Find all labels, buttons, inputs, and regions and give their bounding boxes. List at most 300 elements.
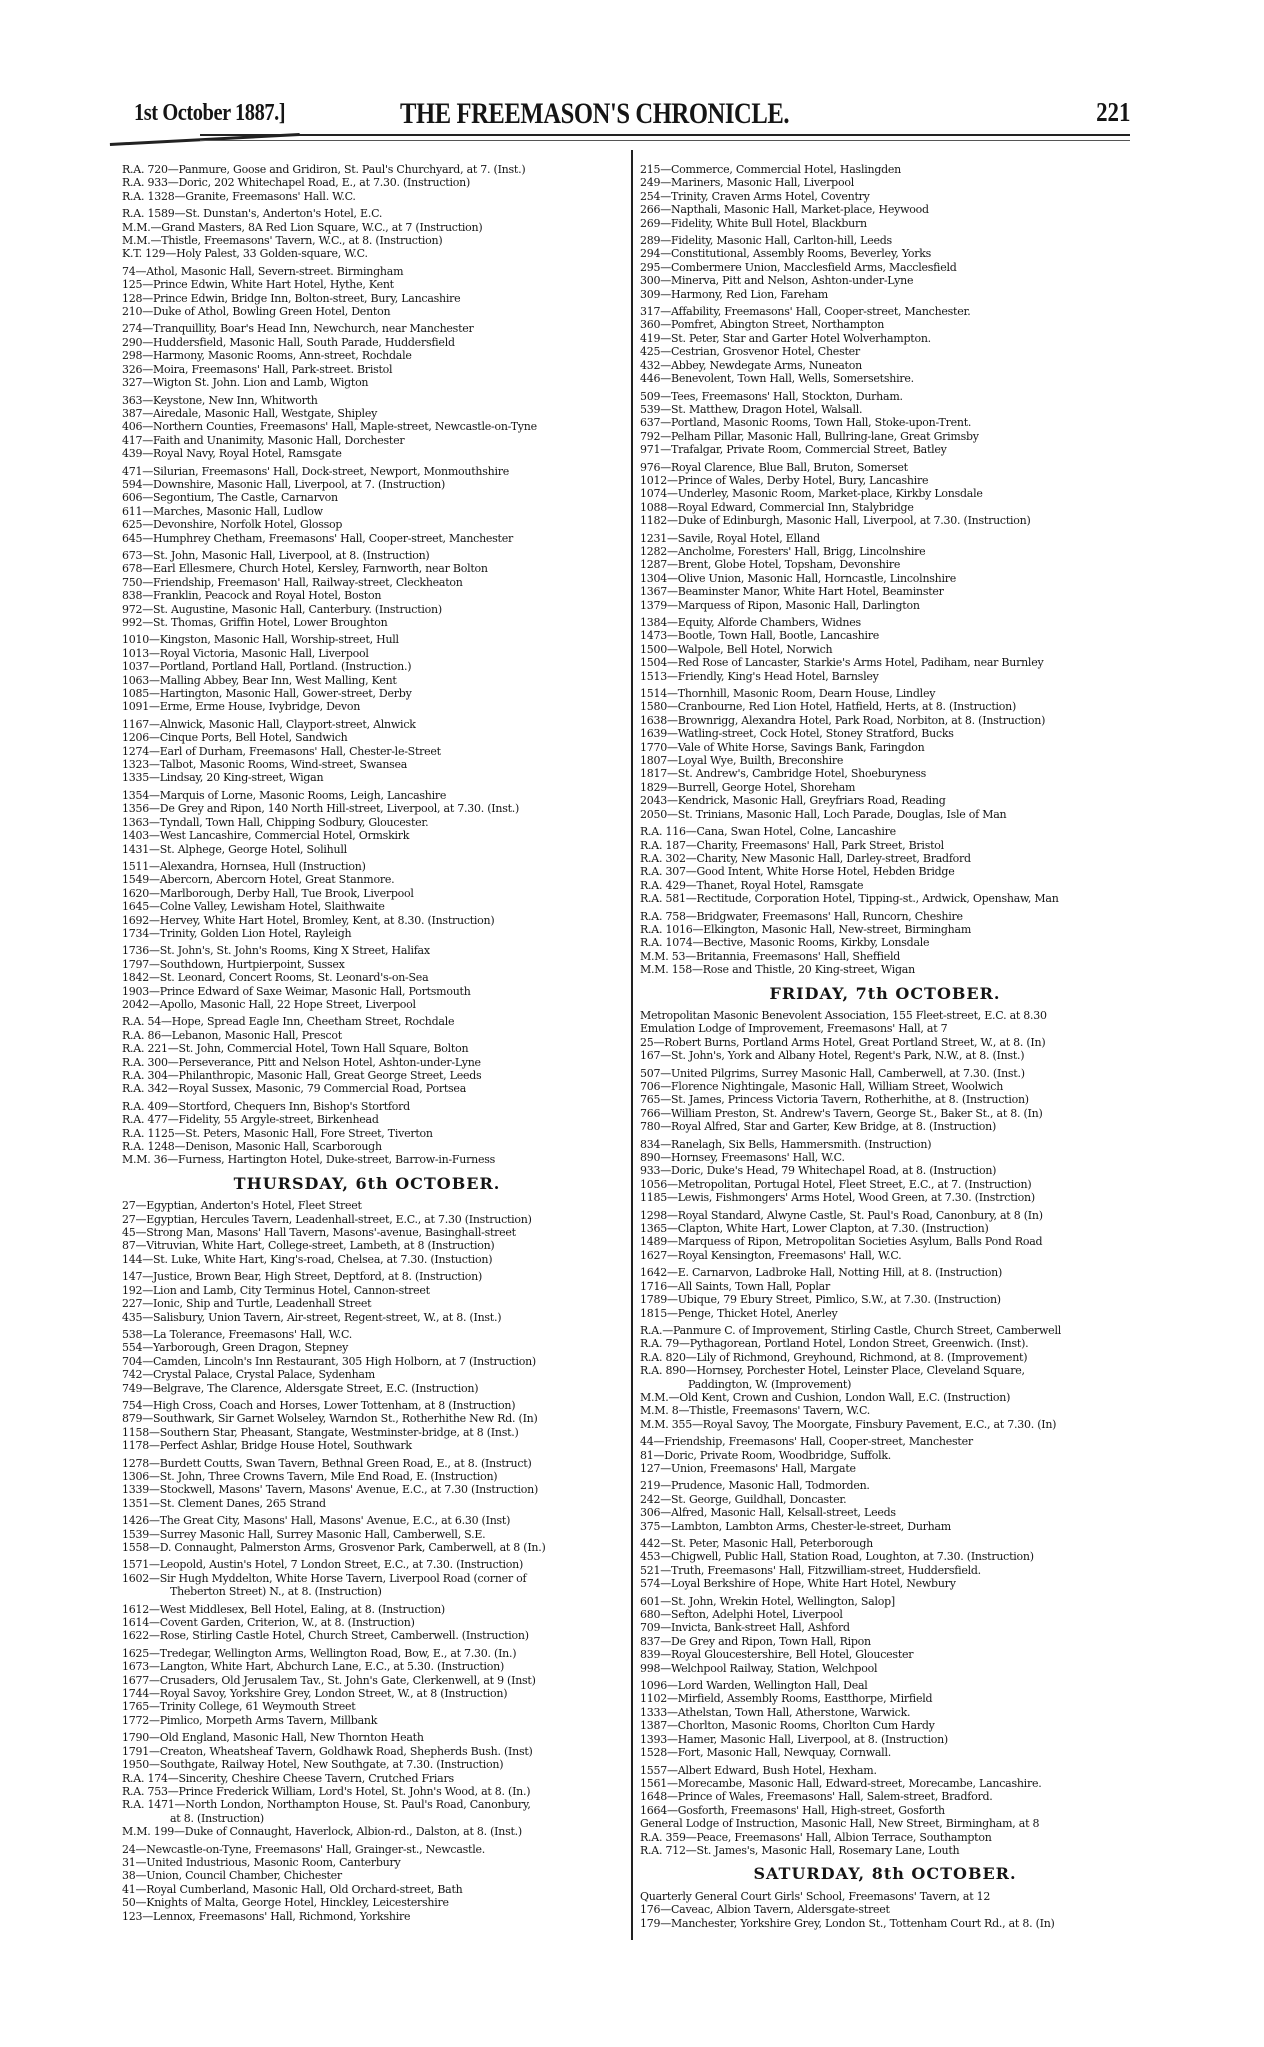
lodge-entry: 1063—Malling Abbey, Bear Inn, West Malling, Kent bbox=[122, 673, 397, 687]
lodge-entry: 1335—Lindsay, 20 King-street, Wigan bbox=[122, 771, 324, 785]
lodge-group bbox=[640, 1009, 1130, 1063]
lodge-entry: 1387—Chorlton, Masonic Rooms, Chorlton Cum Hardy bbox=[640, 1719, 935, 1733]
lodge-entry: 1339—Stockwell, Masons' Tavern, Masons' Avenue, E.C., at 7.30 (Instruction) bbox=[122, 1483, 539, 1497]
lodge-entry: 2042—Apollo, Masonic Hall, 22 Hope Street, Liverpool bbox=[122, 997, 416, 1011]
lodge-entry: Emulation Lodge of Improvement, Freemasons' Hall, at 7 bbox=[640, 1022, 948, 1036]
lodge-entry: M.M. 53—Britannia, Freemasons' Hall, Sheffield bbox=[640, 949, 901, 963]
lodge-entry: 1304—Olive Union, Masonic Hall, Horncastle, Lincolnshire bbox=[640, 571, 957, 585]
lodge-group bbox=[122, 1015, 612, 1095]
lodge-entry: 1363—Tyndall, Town Hall, Chipping Sodbury, Gloucester. bbox=[122, 815, 429, 829]
lodge-group bbox=[122, 1100, 612, 1167]
lodge-entry: 1549—Abercorn, Abercorn Hotel, Great Stanmore. bbox=[122, 873, 395, 887]
lodge-entry: 127—Union, Freemasons' Hall, Margate bbox=[640, 1461, 856, 1475]
header-rule-thin bbox=[200, 140, 1130, 141]
lodge-entry: 1677—Crusaders, Old Jerusalem Tav., St. John's Gate, Clerkenwell, at 9 (Inst) bbox=[122, 1673, 536, 1687]
lodge-group bbox=[640, 825, 1130, 905]
lodge-entry: 363—Keystone, New Inn, Whitworth bbox=[122, 393, 318, 407]
lodge-entry: 998—Welchpool Railway, Station, Welchpool bbox=[640, 1661, 878, 1675]
lodge-entry: 309—Harmony, Red Lion, Fareham bbox=[640, 287, 828, 301]
lodge-entry: 27—Egyptian, Hercules Tavern, Leadenhall-street, E.C., at 7.30 (Instruction) bbox=[122, 1212, 532, 1226]
lodge-entry: 678—Earl Ellesmere, Church Hotel, Kersley, Farnworth, near Bolton bbox=[122, 562, 488, 576]
lodge-entry: 1625—Tredegar, Wellington Arms, Wellington Road, Bow, E., at 7.30. (In.) bbox=[122, 1646, 517, 1660]
lodge-entry: R.A. 720—Panmure, Goose and Gridiron, St. Paul's Churchyard, at 7. (Inst.) bbox=[122, 163, 526, 176]
lodge-entry: 1511—Alexandra, Hornsea, Hull (Instruction) bbox=[122, 859, 366, 873]
lodge-entry: R.A. 342—Royal Sussex, Masonic, 79 Commercial Road, Portsea bbox=[122, 1082, 466, 1096]
lodge-entry: 1539—Surrey Masonic Hall, Surrey Masonic Hall, Camberwell, S.E. bbox=[122, 1527, 486, 1541]
lodge-entry: 834—Ranelagh, Six Bells, Hammersmith. (Instruction) bbox=[640, 1137, 932, 1151]
lodge-entry: 976—Royal Clarence, Blue Ball, Bruton, Somerset bbox=[640, 460, 908, 474]
lodge-entry: 1365—Clapton, White Hart, Lower Clapton, at 7.30. (Instruction) bbox=[640, 1222, 989, 1236]
lodge-entry: 611—Marches, Masonic Hall, Ludlow bbox=[122, 504, 323, 518]
lodge-entry: 123—Lennox, Freemasons' Hall, Richmond, Yorkshire bbox=[122, 1909, 411, 1923]
lodge-entry: 1648—Prince of Wales, Freemasons' Hall, Salem-street, Bradford. bbox=[640, 1790, 993, 1804]
lodge-group bbox=[122, 1514, 612, 1554]
lodge-entry: 1306—St. John, Three Crowns Tavern, Mile End Road, E. (Instruction) bbox=[122, 1469, 498, 1483]
lodge-entry: 1489—Marquess of Ripon, Metropolitan Societies Asylum, Balls Pond Road bbox=[640, 1235, 1043, 1249]
lodge-entry: 1426—The Great City, Masons' Hall, Masons' Avenue, E.C., at 6.30 (Inst) bbox=[122, 1514, 511, 1528]
lodge-entry: 417—Faith and Unanimity, Masonic Hall, Dorchester bbox=[122, 433, 405, 447]
lodge-group bbox=[122, 789, 612, 856]
lodge-group bbox=[122, 265, 612, 319]
lodge-entry: 439—Royal Navy, Royal Hotel, Ramsgate bbox=[122, 447, 342, 461]
lodge-entry: R.A. 429—Thanet, Royal Hotel, Ramsgate bbox=[640, 878, 864, 892]
lodge-entry: 27—Egyptian, Anderton's Hotel, Fleet Street bbox=[122, 1199, 362, 1213]
lodge-entry: 1673—Langton, White Hart, Abchurch Lane, E.C., at 5.30. (Instruction) bbox=[122, 1660, 505, 1674]
lodge-entry: R.A. 116—Cana, Swan Hotel, Colne, Lancashire bbox=[640, 825, 896, 839]
lodge-entry: 706—Florence Nightingale, Masonic Hall, William Street, Woolwich bbox=[640, 1080, 1004, 1093]
lodge-entry: 406—Northern Counties, Freemasons' Hall, Maple-street, Newcastle-on-Tyne bbox=[122, 420, 537, 434]
lodge-entry: R.A. 304—Philanthropic, Masonic Hall, Great George Street, Leeds bbox=[122, 1069, 482, 1082]
lodge-group bbox=[640, 532, 1130, 612]
lodge-entry: 1950—Southgate, Railway Hotel, New Southgate, at 7.30. (Instruction) bbox=[122, 1758, 504, 1772]
lodge-group bbox=[640, 461, 1130, 528]
lodge-entry: 289—Fidelity, Masonic Hall, Carlton-hill, Leeds bbox=[640, 234, 892, 248]
lodge-entry: 1620—Marlborough, Derby Hall, Tue Brook, Liverpool bbox=[122, 886, 414, 900]
lodge-group bbox=[640, 234, 1130, 301]
lodge-entry: 1807—Loyal Wye, Builth, Breconshire bbox=[640, 754, 844, 768]
lodge-group bbox=[122, 1399, 612, 1453]
lodge-entry: M.M.—Thistle, Freemasons' Tavern, W.C., at 8. (Instruction) bbox=[122, 234, 443, 248]
lodge-entry: 521—Truth, Freemasons' Hall, Fitzwilliam-street, Huddersfield. bbox=[640, 1563, 981, 1577]
lodge-entry: 1791—Creaton, Wheatsheaf Tavern, Goldhawk Road, Shepherds Bush. (Inst) bbox=[122, 1744, 533, 1758]
lodge-entry: 704—Camden, Lincoln's Inn Restaurant, 305 High Holborn, at 7 (Instruction) bbox=[122, 1354, 536, 1368]
lodge-group bbox=[640, 1324, 1130, 1431]
lodge-entry: 254—Trinity, Craven Arms Hotel, Coventry bbox=[640, 189, 870, 203]
lodge-entry: R.A. 890—Hornsey, Porchester Hotel, Leinster Place, Cleveland Square, bbox=[640, 1364, 1025, 1378]
lodge-entry: 1842—St. Leonard, Concert Rooms, St. Leonard's-on-Sea bbox=[122, 971, 429, 985]
lodge-entry: 680—Sefton, Adelphi Hotel, Liverpool bbox=[640, 1608, 843, 1622]
lodge-entry: 144—St. Luke, White Hart, King's-road, Chelsea, at 7.30. (Instuction) bbox=[122, 1252, 493, 1266]
lodge-entry: 1167—Alnwick, Masonic Hall, Clayport-street, Alnwick bbox=[122, 717, 416, 731]
lodge-entry: 269—Fidelity, White Bull Hotel, Blackburn bbox=[640, 216, 867, 230]
publication-title: THE FREEMASON'S CHRONICLE. bbox=[400, 97, 790, 130]
lodge-entry: 1231—Savile, Royal Hotel, Elland bbox=[640, 531, 820, 545]
lodge-group bbox=[122, 1647, 612, 1727]
lodge-entry: R.A. 1471—North London, Northampton House, St. Paul's Road, Canonbury, bbox=[122, 1798, 531, 1812]
lodge-entry: 167—St. John's, York and Albany Hotel, Regent's Park, N.W., at 8. (Inst.) bbox=[640, 1049, 1025, 1063]
lodge-group bbox=[122, 633, 612, 713]
lodge-entry: 432—Abbey, Newdegate Arms, Nuneaton bbox=[640, 358, 862, 372]
lodge-group bbox=[640, 1435, 1130, 1475]
lodge-entry: 387—Airedale, Masonic Hall, Westgate, Shipley bbox=[122, 406, 378, 420]
lodge-entry: 298—Harmony, Masonic Rooms, Ann-street, Rochdale bbox=[122, 349, 412, 363]
lodge-group bbox=[122, 549, 612, 629]
lodge-entry: M.M. 199—Duke of Connaught, Haverlock, Albion-rd., Dalston, at 8. (Inst.) bbox=[122, 1825, 522, 1839]
lodge-entry: 1074—Underley, Masonic Room, Market-place, Kirkby Lonsdale bbox=[640, 487, 983, 501]
lodge-entry: 471—Silurian, Freemasons' Hall, Dock-street, Newport, Monmouthshire bbox=[122, 464, 509, 478]
lodge-entry: 1010—Kingston, Masonic Hall, Worship-street, Hull bbox=[122, 633, 399, 647]
lodge-entry: 754—High Cross, Coach and Horses, Lower Tottenham, at 8 (Instruction) bbox=[122, 1398, 516, 1412]
lodge-entry: 645—Humphrey Chetham, Freemasons' Hall, Cooper-street, Manchester bbox=[122, 531, 513, 545]
lodge-entry: 1557—Albert Edward, Bush Hotel, Hexham. bbox=[640, 1763, 877, 1777]
lodge-entry: 1642—E. Carnarvon, Ladbroke Hall, Notting Hill, at 8. (Instruction) bbox=[640, 1266, 1003, 1280]
lodge-entry: 1500—Walpole, Bell Hotel, Norwich bbox=[640, 642, 833, 656]
lodge-entry: 1356—De Grey and Ripon, 140 North Hill-street, Liverpool, at 7.30. (Inst.) bbox=[122, 802, 520, 816]
lodge-group bbox=[640, 910, 1130, 977]
lodge-group bbox=[640, 1890, 1130, 1930]
lodge-entry: 750—Friendship, Freemason' Hall, Railway-street, Cleckheaton bbox=[122, 575, 463, 589]
lodge-entry: 879—Southwark, Sir Garnet Wolseley, Warndon St., Rotherhithe New Rd. (In) bbox=[122, 1412, 538, 1426]
lodge-entry: R.A. 187—Charity, Freemasons' Hall, Park Street, Bristol bbox=[640, 838, 944, 852]
lodge-entry: 1765—Trinity College, 61 Weymouth Street bbox=[122, 1700, 356, 1714]
lodge-entry: 24—Newcastle-on-Tyne, Freemasons' Hall, Grainger-st., Newcastle. bbox=[122, 1842, 485, 1856]
lodge-group bbox=[640, 1138, 1130, 1205]
lodge-entry: 1790—Old England, Masonic Hall, New Thornton Heath bbox=[122, 1731, 424, 1745]
lodge-entry: 38—Union, Council Chamber, Chichester bbox=[122, 1869, 342, 1883]
lodge-entry: 1797—Southdown, Hurtpierpoint, Sussex bbox=[122, 957, 345, 971]
lodge-entry: 1367—Beaminster Manor, White Hart Hotel, Beaminster bbox=[640, 585, 944, 599]
lodge-entry: 74—Athol, Masonic Hall, Severn-street. Birmingham bbox=[122, 264, 404, 278]
lodge-entry: 1528—Fort, Masonic Hall, Newquay, Cornwall. bbox=[640, 1746, 891, 1760]
lodge-entry: General Lodge of Instruction, Masonic Hall, New Street, Birmingham, at 8 bbox=[640, 1817, 1040, 1831]
lodge-entry: 780—Royal Alfred, Star and Garter, Kew Bridge, at 8. (Instruction) bbox=[640, 1120, 997, 1134]
lodge-entry: 442—St. Peter, Masonic Hall, Peterborough bbox=[640, 1537, 873, 1550]
lodge-entry: 210—Duke of Athol, Bowling Green Hotel, Denton bbox=[122, 305, 391, 319]
lodge-entry: 1056—Metropolitan, Portugal Hotel, Fleet Street, E.C., at 7. (Instruction) bbox=[640, 1177, 1032, 1191]
friday-listings bbox=[640, 1009, 1130, 1857]
day-heading-thursday: THURSDAY, 6th OCTOBER. bbox=[233, 1173, 501, 1193]
lodge-entry: 1037—Portland, Portland Hall, Portland. (Instruction.) bbox=[122, 660, 412, 674]
lodge-entry: 594—Downshire, Masonic Hall, Liverpool, at 7. (Instruction) bbox=[122, 477, 446, 491]
lodge-entry: 375—Lambton, Lambton Arms, Chester-le-street, Durham bbox=[640, 1519, 951, 1533]
lodge-entry: 1206—Cinque Ports, Bell Hotel, Sandwich bbox=[122, 731, 348, 745]
lodge-group bbox=[640, 687, 1130, 821]
lodge-entry: R.A.—Panmure C. of Improvement, Stirling Castle, Church Street, Camberwell bbox=[640, 1323, 1061, 1337]
lodge-entry: 1829—Burrell, George Hotel, Shoreham bbox=[640, 780, 856, 794]
header-rule bbox=[200, 134, 1130, 136]
lodge-entry: 1638—Brownrigg, Alexandra Hotel, Park Road, Norbiton, at 8. (Instruction) bbox=[640, 713, 1046, 727]
lodge-entry: R.A. 1328—Granite, Freemasons' Hall. W.C. bbox=[122, 189, 356, 203]
lodge-entry: R.A. 307—Good Intent, White Horse Hotel, Hebden Bridge bbox=[640, 865, 955, 879]
lodge-entry: 31—United Industrious, Masonic Room, Canterbury bbox=[122, 1855, 401, 1869]
lodge-entry: 1558—D. Connaught, Palmerston Arms, Grosvenor Park, Camberwell, at 8 (In.) bbox=[122, 1541, 546, 1554]
lodge-entry: 539—St. Matthew, Dragon Hotel, Walsall. bbox=[640, 402, 863, 416]
thursday-listings-continued bbox=[640, 163, 1130, 977]
lodge-entry: 1736—St. John's, St. John's Rooms, King X Street, Halifax bbox=[122, 944, 430, 958]
lodge-entry: 1504—Red Rose of Lancaster, Starkie's Arms Hotel, Padiham, near Burnley bbox=[640, 656, 1044, 670]
lodge-entry: 294—Constitutional, Assembly Rooms, Beverley, Yorks bbox=[640, 247, 932, 261]
lodge-entry: 1903—Prince Edward of Saxe Weimar, Masonic Hall, Portsmouth bbox=[122, 984, 471, 998]
lodge-entry: 625—Devonshire, Norfolk Hotel, Glossop bbox=[122, 518, 343, 532]
lodge-entry: 971—Trafalgar, Private Room, Commercial Street, Batley bbox=[640, 443, 947, 457]
lodge-entry: 709—Invicta, Bank-street Hall, Ashford bbox=[640, 1621, 850, 1635]
lodge-group bbox=[640, 1764, 1130, 1858]
lodge-entry: 765—St. James, Princess Victoria Tavern, Rotherhithe, at 8. (Instruction) bbox=[640, 1093, 1029, 1107]
column-divider bbox=[631, 150, 633, 1940]
lodge-entry: 1298—Royal Standard, Alwyne Castle, St. Paul's Road, Canonbury, at 8 (In) bbox=[640, 1208, 1043, 1222]
lodge-entry: 425—Cestrian, Grosvenor Hotel, Chester bbox=[640, 345, 860, 359]
lodge-group bbox=[122, 465, 612, 545]
lodge-entry: 81—Doric, Private Room, Woodbridge, Suffolk. bbox=[640, 1448, 892, 1462]
lodge-group bbox=[640, 1067, 1130, 1134]
lodge-entry: 1627—Royal Kensington, Freemasons' Hall, W.C. bbox=[640, 1248, 902, 1262]
lodge-group bbox=[640, 1479, 1130, 1533]
lodge-entry: M.M.—Old Kent, Crown and Cushion, London Wall, E.C. (Instruction) bbox=[640, 1390, 1011, 1404]
lodge-group bbox=[122, 718, 612, 785]
page-header bbox=[130, 92, 1130, 132]
lodge-group bbox=[640, 1679, 1130, 1759]
lodge-entry: 1473—Bootle, Town Hall, Bootle, Lancashire bbox=[640, 629, 879, 643]
lodge-entry: 1182—Duke of Edinburgh, Masonic Hall, Liverpool, at 7.30. (Instruction) bbox=[640, 514, 1031, 528]
lodge-entry: 2050—St. Trinians, Masonic Hall, Loch Parade, Douglas, Isle of Man bbox=[640, 807, 1007, 821]
lodge-entry: R.A. 359—Peace, Freemasons' Hall, Albion Terrace, Southampton bbox=[640, 1830, 992, 1844]
lodge-entry: 176—Caveac, Albion Tavern, Aldersgate-street bbox=[640, 1903, 890, 1917]
lodge-entry: Quarterly General Court Girls' School, Freemasons' Tavern, at 12 bbox=[640, 1889, 991, 1903]
page-number: 221 bbox=[1095, 97, 1130, 127]
lodge-entry: R.A. 753—Prince Frederick William, Lord's Hotel, St. John's Wood, at 8. (In.) bbox=[122, 1784, 531, 1798]
day-heading-friday: FRIDAY, 7th OCTOBER. bbox=[769, 983, 1001, 1003]
lodge-entry: 992—St. Thomas, Griffin Hotel, Lower Broughton bbox=[122, 616, 388, 629]
lodge-entry-continuation: at 8. (Instruction) bbox=[170, 1811, 264, 1825]
lodge-entry: 839—Royal Gloucestershire, Bell Hotel, Gloucester bbox=[640, 1648, 914, 1662]
lodge-entry: 219—Prudence, Masonic Hall, Todmorden. bbox=[640, 1479, 870, 1493]
lodge-group bbox=[640, 305, 1130, 385]
lodge-group bbox=[122, 1843, 612, 1923]
lodge-entry: K.T. 129—Holy Palest, 33 Golden-square, W.C. bbox=[122, 247, 368, 261]
lodge-entry: 1815—Penge, Thicket Hotel, Anerley bbox=[640, 1306, 838, 1320]
lodge-entry: 890—Hornsey, Freemasons' Hall, W.C. bbox=[640, 1151, 845, 1165]
thursday-listings bbox=[122, 1199, 612, 1923]
lodge-entry: 1185—Lewis, Fishmongers' Arms Hotel, Wood Green, at 7.30. (Instrction) bbox=[640, 1191, 1035, 1205]
lodge-entry: 295—Combermere Union, Macclesfield Arms, Macclesfield bbox=[640, 260, 957, 274]
lodge-entry: 1817—St. Andrew's, Cambridge Hotel, Shoeburyness bbox=[640, 767, 927, 781]
lodge-group bbox=[640, 390, 1130, 457]
lodge-group bbox=[122, 1199, 612, 1266]
lodge-entry: 1102—Mirfield, Assembly Rooms, Eastthorpe, Mirfield bbox=[640, 1692, 933, 1706]
lodge-entry: 1772—Pimlico, Morpeth Arms Tavern, Millbank bbox=[122, 1713, 378, 1727]
lodge-group bbox=[122, 394, 612, 461]
lodge-entry: 1287—Brent, Globe Hotel, Topsham, Devonshire bbox=[640, 558, 901, 572]
lodge-entry: 637—Portland, Masonic Rooms, Town Hall, Stoke-upon-Trent. bbox=[640, 416, 972, 430]
lodge-entry: 1580—Cranbourne, Red Lion Hotel, Hatfield, Herts, at 8. (Instruction) bbox=[640, 700, 1017, 714]
lodge-entry: 1158—Southern Star, Pheasant, Stangate, Westminster-bridge, at 8 (Inst.) bbox=[122, 1425, 519, 1439]
lodge-entry: 1602—Sir Hugh Myddelton, White Horse Tavern, Liverpool Road (corner of bbox=[122, 1571, 527, 1585]
lodge-entry: R.A. 581—Rectitude, Corporation Hotel, Tipping-st., Ardwick, Openshaw, Man bbox=[640, 892, 1059, 906]
lodge-entry: 1571—Leopold, Austin's Hotel, 7 London Street, E.C., at 7.30. (Instruction) bbox=[122, 1558, 524, 1572]
lodge-entry: 290—Huddersfield, Masonic Hall, South Parade, Huddersfield bbox=[122, 335, 455, 349]
lodge-entry: 1333—Athelstan, Town Hall, Atherstone, Warwick. bbox=[640, 1705, 911, 1719]
lodge-entry: 1013—Royal Victoria, Masonic Hall, Liverpool bbox=[122, 646, 369, 660]
lodge-entry: 25—Robert Burns, Portland Arms Hotel, Great Portland Street, W., at 8. (In) bbox=[640, 1035, 1046, 1049]
lodge-entry: 1274—Earl of Durham, Freemasons' Hall, Chester-le-Street bbox=[122, 744, 441, 758]
lodge-entry: 972—St. Augustine, Masonic Hall, Canterbury. (Instruction) bbox=[122, 602, 442, 616]
lodge-group bbox=[122, 860, 612, 940]
lodge-entry: 1639—Watling-street, Cock Hotel, Stoney Stratford, Bucks bbox=[640, 727, 954, 741]
lodge-entry: 419—St. Peter, Star and Garter Hotel Wolverhampton. bbox=[640, 331, 931, 345]
lodge-entry: R.A. 300—Perseverance, Pitt and Nelson Hotel, Ashton-under-Lyne bbox=[122, 1055, 481, 1069]
lodge-group bbox=[640, 1537, 1130, 1591]
lodge-entry: 1088—Royal Edward, Commercial Inn, Stalybridge bbox=[640, 500, 914, 514]
lodge-entry: 837—De Grey and Ripon, Town Hall, Ripon bbox=[640, 1634, 871, 1648]
lodge-entry: 453—Chigwell, Public Hall, Station Road, Loughton, at 7.30. (Instruction) bbox=[640, 1550, 1034, 1564]
lodge-entry: M.M. 8—Thistle, Freemasons' Tavern, W.C. bbox=[640, 1404, 870, 1418]
lodge-entry: 606—Segontium, The Castle, Carnarvon bbox=[122, 491, 338, 505]
lodge-entry: 87—Vitruvian, White Hart, College-street, Lambeth, at 8 (Instruction) bbox=[122, 1239, 495, 1253]
lodge-entry: 749—Belgrave, The Clarence, Aldersgate Street, E.C. (Instruction) bbox=[122, 1381, 479, 1395]
lodge-group bbox=[640, 1266, 1130, 1320]
lodge-entry: 179—Manchester, Yorkshire Grey, London St., Tottenham Court Rd., at 8. (In) bbox=[640, 1916, 1055, 1930]
lodge-entry: 1744—Royal Savoy, Yorkshire Grey, London Street, W., at 8 (Instruction) bbox=[122, 1687, 508, 1701]
lodge-entry: 215—Commerce, Commercial Hotel, Haslingden bbox=[640, 163, 901, 176]
day-heading-saturday: SATURDAY, 8th OCTOBER. bbox=[753, 1864, 1017, 1884]
lodge-entry: R.A. 477—Fidelity, 55 Argyle-street, Birkenhead bbox=[122, 1113, 379, 1127]
lodge-entry: 1351—St. Clement Danes, 265 Strand bbox=[122, 1496, 326, 1510]
lodge-entry: 554—Yarborough, Green Dragon, Stepney bbox=[122, 1341, 349, 1355]
lodge-group bbox=[640, 1595, 1130, 1675]
lodge-entry: 601—St. John, Wrekin Hotel, Wellington, Salop] bbox=[640, 1594, 895, 1608]
lodge-entry: 435—Salisbury, Union Tavern, Air-street, Regent-street, W., at 8. (Inst.) bbox=[122, 1310, 502, 1324]
lodge-entry: 327—Wigton St. John. Lion and Lamb, Wigton bbox=[122, 376, 369, 390]
lodge-entry: 1664—Gosforth, Freemasons' Hall, High-street, Gosforth bbox=[640, 1803, 945, 1817]
lodge-group bbox=[640, 1209, 1130, 1263]
lodge-entry: 147—Justice, Brown Bear, High Street, Deptford, at 8. (Instruction) bbox=[122, 1270, 482, 1284]
lodge-entry: R.A. 409—Stortford, Chequers Inn, Bishop's Stortford bbox=[122, 1099, 410, 1113]
lodge-entry: 1789—Ubique, 79 Ebury Street, Pimlico, S.W., at 7.30. (Instruction) bbox=[640, 1293, 1001, 1307]
lodge-entry: R.A. 1016—Elkington, Masonic Hall, New-street, Birmingham bbox=[640, 922, 971, 936]
lodge-entry: 1431—St. Alphege, George Hotel, Solihull bbox=[122, 842, 347, 856]
right-column bbox=[640, 163, 1130, 1934]
lodge-entry: 1612—West Middlesex, Bell Hotel, Ealing, at 8. (Instruction) bbox=[122, 1602, 445, 1616]
lodge-entry: 538—La Tolerance, Freemasons' Hall, W.C. bbox=[122, 1327, 353, 1341]
lodge-entry: 1393—Hamer, Masonic Hall, Liverpool, at 8. (Instruction) bbox=[640, 1732, 948, 1746]
lodge-entry: 1716—All Saints, Town Hall, Poplar bbox=[640, 1279, 830, 1293]
lodge-entry: 1403—West Lancashire, Commercial Hotel, Ormskirk bbox=[122, 829, 410, 843]
lodge-group bbox=[122, 1731, 612, 1838]
lodge-entry: 326—Moira, Freemasons' Hall, Park-street. Bristol bbox=[122, 362, 393, 376]
lodge-entry: M.M.—Grand Masters, 8A Red Lion Square, W.C., at 7 (Instruction) bbox=[122, 220, 483, 234]
lodge-entry: 306—Alfred, Masonic Hall, Kelsall-street, Leeds bbox=[640, 1506, 896, 1520]
lodge-entry: 1734—Trinity, Golden Lion Hotel, Rayleigh bbox=[122, 926, 352, 940]
saturday-listings bbox=[640, 1890, 1130, 1930]
lodge-entry: 249—Mariners, Masonic Hall, Liverpool bbox=[640, 176, 854, 190]
lodge-entry: 1354—Marquis of Lorne, Masonic Rooms, Leigh, Lancashire bbox=[122, 788, 447, 802]
lodge-entry: 128—Prince Edwin, Bridge Inn, Bolton-street, Bury, Lancashire bbox=[122, 291, 461, 305]
lodge-entry: 300—Minerva, Pitt and Nelson, Ashton-under-Lyne bbox=[640, 274, 914, 288]
lodge-entry: R.A. 86—Lebanon, Masonic Hall, Prescot bbox=[122, 1028, 342, 1042]
lodge-entry: 1622—Rose, Stirling Castle Hotel, Church Street, Camberwell. (Instruction) bbox=[122, 1629, 529, 1643]
lodge-entry: 933—Doric, Duke's Head, 79 Whitechapel Road, at 8. (Instruction) bbox=[640, 1164, 997, 1178]
lodge-entry: R.A. 933—Doric, 202 Whitechapel Road, E., at 7.30. (Instruction) bbox=[122, 176, 470, 190]
lodge-entry: 1561—Morecambe, Masonic Hall, Edward-street, Morecambe, Lancashire. bbox=[640, 1776, 1042, 1790]
lodge-entry: 1278—Burdett Coutts, Swan Tavern, Bethnal Green Road, E., at 8. (Instruct) bbox=[122, 1456, 532, 1470]
lodge-group bbox=[122, 1558, 612, 1598]
lodge-entry: 1323—Talbot, Masonic Rooms, Wind-street, Swansea bbox=[122, 758, 408, 772]
lodge-entry: 192—Lion and Lamb, City Terminus Hotel, Cannon-street bbox=[122, 1283, 430, 1297]
lodge-entry: R.A. 758—Bridgwater, Freemasons' Hall, Runcorn, Cheshire bbox=[640, 909, 963, 923]
lodge-entry: R.A. 1248—Denison, Masonic Hall, Scarborough bbox=[122, 1140, 382, 1154]
lodge-entry: 574—Loyal Berkshire of Hope, White Hart Hotel, Newbury bbox=[640, 1577, 956, 1591]
lodge-entry: 1645—Colne Valley, Lewisham Hotel, Slaithwaite bbox=[122, 900, 385, 914]
lodge-entry: 509—Tees, Freemasons' Hall, Stockton, Durham. bbox=[640, 389, 903, 403]
lodge-entry: R.A. 221—St. John, Commercial Hotel, Town Hall Square, Bolton bbox=[122, 1042, 469, 1056]
lodge-entry: 44—Friendship, Freemasons' Hall, Cooper-street, Manchester bbox=[640, 1435, 973, 1449]
lodge-group bbox=[122, 207, 612, 261]
lodge-entry: 1692—Hervey, White Hart Hotel, Bromley, Kent, at 8.30. (Instruction) bbox=[122, 913, 495, 927]
lodge-entry: R.A. 820—Lily of Richmond, Greyhound, Richmond, at 8. (Improvement) bbox=[640, 1350, 1028, 1364]
lodge-entry: 1012—Prince of Wales, Derby Hotel, Bury, Lancashire bbox=[640, 473, 929, 487]
lodge-group bbox=[122, 1603, 612, 1643]
lodge-entry: 360—Pomfret, Abington Street, Northampton bbox=[640, 318, 885, 332]
lodge-entry: R.A. 1074—Bective, Masonic Rooms, Kirkby, Lonsdale bbox=[640, 936, 930, 950]
lodge-entry: 125—Prince Edwin, White Hart Hotel, Hythe, Kent bbox=[122, 278, 394, 292]
lodge-group bbox=[122, 1457, 612, 1511]
lodge-group bbox=[122, 163, 612, 203]
left-column bbox=[122, 163, 612, 1927]
issue-date: 1st October 1887.] bbox=[134, 100, 286, 126]
lodge-entry: 50—Knights of Malta, George Hotel, Hinckley, Leicestershire bbox=[122, 1896, 449, 1910]
lodge-entry: R.A. 302—Charity, New Masonic Hall, Darley-street, Bradford bbox=[640, 851, 971, 865]
lodge-entry: R.A. 79—Pythagorean, Portland Hotel, London Street, Greenwich. (Inst). bbox=[640, 1337, 1029, 1351]
lodge-entry: 242—St. George, Guildhall, Doncaster. bbox=[640, 1492, 847, 1506]
lodge-entry: R.A. 712—St. James's, Masonic Hall, Rosemary Lane, Louth bbox=[640, 1843, 960, 1857]
lodge-group bbox=[122, 1270, 612, 1324]
lodge-entry: Metropolitan Masonic Benevolent Association, 155 Fleet-street, E.C. at 8.30 bbox=[640, 1008, 1047, 1022]
lodge-group bbox=[122, 944, 612, 1011]
lodge-entry: 1091—Erme, Erme House, Ivybridge, Devon bbox=[122, 700, 361, 714]
lodge-entry: 41—Royal Cumberland, Masonic Hall, Old Orchard-street, Bath bbox=[122, 1882, 463, 1896]
lodge-entry-continuation: Paddington, W. (Improvement) bbox=[688, 1377, 852, 1391]
lodge-entry: 766—William Preston, St. Andrew's Tavern, George St., Baker St., at 8. (In) bbox=[640, 1106, 1043, 1120]
lodge-entry: 838—Franklin, Peacock and Royal Hotel, Boston bbox=[122, 589, 382, 603]
lodge-entry: 266—Napthali, Masonic Hall, Market-place, Heywood bbox=[640, 203, 929, 217]
lodge-entry: M.M. 158—Rose and Thistle, 20 King-street, Wigan bbox=[640, 963, 915, 977]
lodge-entry: 446—Benevolent, Town Hall, Wells, Somersetshire. bbox=[640, 372, 914, 386]
lodge-entry: 2043—Kendrick, Masonic Hall, Greyfriars Road, Reading bbox=[640, 794, 946, 808]
lodge-entry: 1514—Thornhill, Masonic Room, Dearn House, Lindley bbox=[640, 687, 936, 701]
lodge-entry: R.A. 174—Sincerity, Cheshire Cheese Tavern, Crutched Friars bbox=[122, 1771, 454, 1785]
lodge-entry: 742—Crystal Palace, Crystal Palace, Sydenham bbox=[122, 1368, 375, 1382]
lodge-entry: R.A. 1589—St. Dunstan's, Anderton's Hotel, E.C. bbox=[122, 207, 383, 221]
lodge-entry-continuation: Theberton Street) N., at 8. (Instruction) bbox=[170, 1585, 382, 1599]
lodge-group bbox=[122, 1328, 612, 1395]
wednesday-listings bbox=[122, 163, 612, 1167]
lodge-entry: 1085—Hartington, Masonic Hall, Gower-street, Derby bbox=[122, 687, 412, 701]
lodge-entry: 1513—Friendly, King's Head Hotel, Barnsley bbox=[640, 669, 879, 683]
lodge-entry: 1384—Equity, Alforde Chambers, Widnes bbox=[640, 616, 861, 629]
lodge-entry: 1614—Covent Garden, Criterion, W., at 8. (Instruction) bbox=[122, 1616, 415, 1630]
lodge-entry: R.A. 54—Hope, Spread Eagle Inn, Cheetham Street, Rochdale bbox=[122, 1015, 455, 1029]
lodge-group bbox=[640, 616, 1130, 683]
lodge-entry: 792—Pelham Pillar, Masonic Hall, Bullring-lane, Great Grimsby bbox=[640, 429, 979, 443]
lodge-entry: R.A. 1125—St. Peters, Masonic Hall, Fore Street, Tiverton bbox=[122, 1126, 433, 1140]
lodge-entry: 1096—Lord Warden, Wellington Hall, Deal bbox=[640, 1679, 868, 1693]
lodge-entry: 1282—Ancholme, Foresters' Hall, Brigg, Lincolnshire bbox=[640, 544, 926, 558]
lodge-entry: 317—Affability, Freemasons' Hall, Cooper-street, Manchester. bbox=[640, 305, 971, 319]
lodge-entry: 274—Tranquillity, Boar's Head Inn, Newchurch, near Manchester bbox=[122, 322, 474, 336]
lodge-entry: 1178—Perfect Ashlar, Bridge House Hotel, Southwark bbox=[122, 1439, 412, 1453]
lodge-entry: M.M. 36—Furness, Hartington Hotel, Duke-street, Barrow-in-Furness bbox=[122, 1153, 496, 1167]
header-flourish bbox=[110, 133, 300, 154]
